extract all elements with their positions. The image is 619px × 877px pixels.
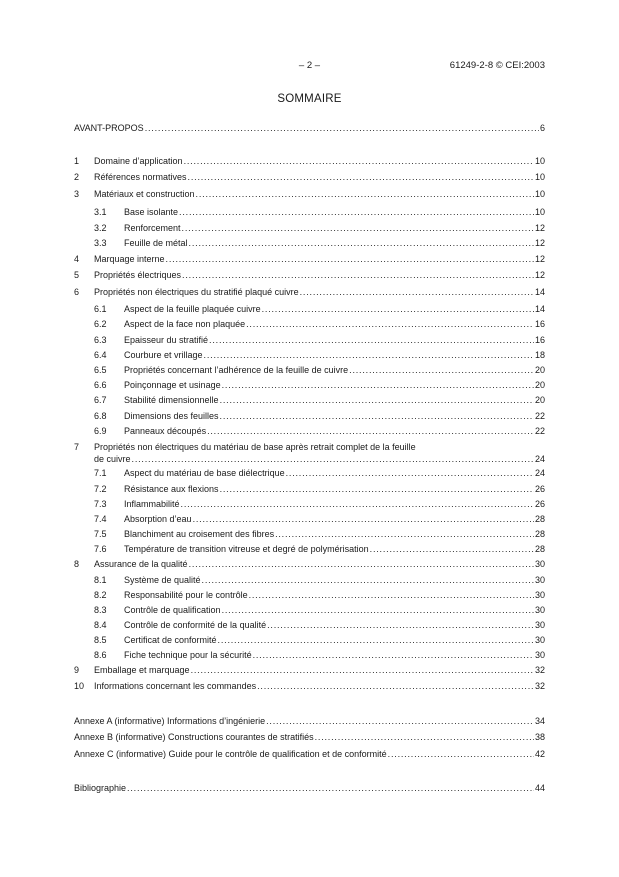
toc-entry-page: 14	[534, 304, 545, 314]
dot-leader	[349, 363, 534, 377]
toc-entry[interactable]	[124, 378, 545, 392]
dot-leader	[179, 205, 534, 219]
toc-entry-number: 7.1	[94, 468, 107, 478]
dot-leader	[315, 730, 534, 744]
toc-entry-label: Système de qualité	[124, 575, 201, 585]
toc-entry-label: Aspect de la face non plaquée	[124, 319, 246, 329]
toc-entry-number: 6	[74, 287, 80, 297]
toc-entry-number: 3.1	[94, 207, 107, 217]
toc-entry-page: 24	[534, 454, 545, 464]
toc-entry-number: 8.4	[94, 620, 107, 630]
dot-leader	[127, 781, 534, 795]
toc-entry-page: 16	[534, 335, 545, 345]
toc-entry-page: 12	[534, 254, 545, 264]
toc-entry-number: 7	[74, 442, 80, 452]
toc-entry-number: 7.2	[94, 484, 107, 494]
toc-entry-label: Blanchiment au croisement des fibres	[124, 529, 275, 539]
toc-entry-page: 12	[534, 238, 545, 248]
dot-leader	[207, 424, 534, 438]
page-number: – 2 –	[298, 60, 321, 71]
toc-entry[interactable]	[94, 268, 545, 282]
toc-entry[interactable]	[124, 482, 545, 496]
toc-entry-number: 6.4	[94, 350, 107, 360]
toc-entry-label: Renforcement	[124, 223, 181, 233]
toc-entry[interactable]	[124, 588, 545, 602]
toc-entry-page: 12	[534, 223, 545, 233]
dot-leader	[132, 452, 534, 466]
dot-leader	[182, 268, 534, 282]
toc-entry-number: 10	[74, 681, 85, 691]
toc-entry-label: de cuivre	[94, 454, 131, 464]
toc-entry-label: Contrôle de qualification	[124, 605, 221, 615]
toc-entry[interactable]	[124, 512, 545, 526]
toc-entry-number: 7.3	[94, 499, 107, 509]
toc-entry-page: 10	[534, 189, 545, 199]
toc-entry[interactable]	[124, 633, 545, 647]
toc-entry[interactable]	[124, 393, 545, 407]
dot-leader	[249, 588, 534, 602]
toc-entry-label: Propriétés non électriques du stratifié plaqué cuivre	[94, 287, 299, 297]
toc-entry-label: Température de transition vitreuse et degré de polymérisation	[124, 544, 369, 554]
toc-entry-page: 30	[534, 650, 545, 660]
dot-leader	[300, 285, 534, 299]
toc-entry-number: 4	[74, 254, 80, 264]
toc-entry[interactable]	[74, 781, 545, 795]
dot-leader	[267, 618, 534, 632]
dot-leader	[189, 236, 534, 250]
dot-leader	[262, 302, 534, 316]
toc-entry-label: Courbure et vrillage	[124, 350, 203, 360]
dot-leader	[191, 663, 534, 677]
toc-entry[interactable]	[124, 618, 545, 632]
dot-leader	[204, 348, 534, 362]
toc-entry-page: 20	[534, 395, 545, 405]
toc-entry-label: Aspect de la feuille plaquée cuivre	[124, 304, 261, 314]
toc-entry[interactable]	[124, 648, 545, 662]
dot-leader	[209, 333, 534, 347]
toc-entry[interactable]	[124, 317, 545, 331]
toc-entry-number: 6.5	[94, 365, 107, 375]
toc-entry-number: 2	[74, 172, 80, 182]
toc-entry-label: Panneaux découpés	[124, 426, 207, 436]
dot-leader	[189, 557, 534, 571]
toc-entry-number: 6.6	[94, 380, 107, 390]
toc-entry-number: 7.6	[94, 544, 107, 554]
toc-entry-page: 10	[534, 172, 545, 182]
toc-entry[interactable]	[94, 679, 545, 693]
toc-entry-number: 6.7	[94, 395, 107, 405]
dot-leader	[182, 221, 534, 235]
toc-entry[interactable]	[124, 409, 545, 423]
toc-entry-label: Responsabilité pour le contrôle	[124, 590, 248, 600]
toc-entry[interactable]	[124, 221, 545, 235]
dot-leader	[220, 393, 534, 407]
toc-entry-label: Absorption d’eau	[124, 514, 192, 524]
dot-leader	[188, 170, 534, 184]
toc-entry-number: 3.3	[94, 238, 107, 248]
toc-entry[interactable]	[94, 663, 545, 677]
dot-leader	[220, 409, 534, 423]
toc-entry-label: Propriétés non électriques du matériau de base après retrait complet de la feuille	[94, 442, 416, 452]
toc-entry-page: 32	[534, 681, 545, 691]
dot-leader	[286, 466, 534, 480]
dot-leader	[246, 317, 534, 331]
toc-entry-label: Annexe C (informative) Guide pour le contrôle de qualification et de conformité	[74, 749, 387, 759]
toc-entry[interactable]	[124, 302, 545, 316]
toc-entry-label: Annexe A (informative) Informations d’ingénierie	[74, 716, 266, 726]
toc-entry[interactable]	[94, 252, 545, 266]
toc-entry[interactable]	[124, 333, 545, 347]
toc-entry-number: 8.2	[94, 590, 107, 600]
dot-leader	[218, 633, 534, 647]
toc-entry[interactable]	[124, 497, 545, 511]
dot-leader	[202, 573, 534, 587]
toc-entry[interactable]	[124, 348, 545, 362]
toc-entry-number: 6.9	[94, 426, 107, 436]
toc-entry-page: 38	[534, 732, 545, 742]
toc-entry-label: Références normatives	[94, 172, 187, 182]
toc-entry-label: Poinçonnage et usinage	[124, 380, 221, 390]
toc-entry-page: 30	[534, 605, 545, 615]
toc-entry-page: 44	[534, 783, 545, 793]
toc-entry-page: 22	[534, 426, 545, 436]
toc-entry-page: 12	[534, 270, 545, 280]
toc-entry[interactable]	[124, 424, 545, 438]
toc-entry-label: Epaisseur du stratifié	[124, 335, 209, 345]
toc-entry[interactable]	[94, 557, 545, 571]
toc-entry-label: Bibliographie	[74, 783, 127, 793]
toc-entry-label: Propriétés concernant l’adhérence de la feuille de cuivre	[124, 365, 349, 375]
toc-entry-page: 16	[534, 319, 545, 329]
toc-entry-label: Propriétés électriques	[94, 270, 182, 280]
toc-entry-page: 30	[534, 559, 545, 569]
toc-entry-number: 6.1	[94, 304, 107, 314]
toc-entry-page: 30	[534, 635, 545, 645]
toc-entry-page: 42	[534, 749, 545, 759]
toc-entry-label: Résistance aux flexions	[124, 484, 219, 494]
toc-entry-number: 8.6	[94, 650, 107, 660]
toc-entry[interactable]	[124, 603, 545, 617]
toc-entry-label: Fiche technique pour la sécurité	[124, 650, 252, 660]
toc-entry[interactable]	[124, 527, 545, 541]
toc-entry-label: Base isolante	[124, 207, 179, 217]
dot-leader	[166, 252, 534, 266]
toc-entry[interactable]	[94, 452, 545, 466]
toc-entry[interactable]	[94, 285, 545, 299]
toc-entry[interactable]	[94, 170, 545, 184]
toc-entry[interactable]	[124, 542, 545, 556]
toc-entry-page: 10	[534, 207, 545, 217]
toc-entry-number: 1	[74, 156, 80, 166]
toc-entry-number: 3.2	[94, 223, 107, 233]
toc-entry-page: 22	[534, 411, 545, 421]
toc-entry-label: Emballage et marquage	[94, 665, 190, 675]
toc-entry-page: 28	[534, 514, 545, 524]
toc-entry-page: 20	[534, 380, 545, 390]
toc-entry[interactable]	[74, 730, 545, 744]
toc-entry-label: Dimensions des feuilles	[124, 411, 219, 421]
toc-entry-label: AVANT-PROPOS	[74, 123, 144, 133]
toc-entry[interactable]	[94, 154, 545, 168]
dot-leader	[196, 187, 534, 201]
dot-leader	[184, 154, 534, 168]
toc-entry[interactable]	[124, 205, 545, 219]
toc-entry-page: 20	[534, 365, 545, 375]
toc-entry[interactable]	[74, 121, 545, 135]
toc-entry-label: Marquage interne	[94, 254, 165, 264]
toc-entry-page: 28	[534, 544, 545, 554]
toc-entry-page: 28	[534, 529, 545, 539]
toc-entry-label: Contrôle de conformité de la qualité	[124, 620, 267, 630]
toc-entry-number: 7.4	[94, 514, 107, 524]
toc-entry-page: 10	[534, 156, 545, 166]
toc-entry[interactable]	[124, 466, 545, 480]
toc-entry-number: 8.5	[94, 635, 107, 645]
toc-entry-page: 26	[534, 499, 545, 509]
toc-entry[interactable]	[124, 236, 545, 250]
dot-leader	[275, 527, 534, 541]
toc-entry-number: 6.8	[94, 411, 107, 421]
dot-leader	[222, 603, 534, 617]
toc-entry-label: Matériaux et construction	[94, 189, 195, 199]
toc-entry-page: 32	[534, 665, 545, 675]
toc-entry-number: 7.5	[94, 529, 107, 539]
toc-entry-number: 8.3	[94, 605, 107, 615]
toc-entry-number: 9	[74, 665, 80, 675]
toc-entry-number: 6.3	[94, 335, 107, 345]
toc-entry-label: Aspect du matériau de base diélectrique	[124, 468, 285, 478]
toc-entry-number: 5	[74, 270, 80, 280]
toc-entry-page: 30	[534, 620, 545, 630]
toc-entry-number: 6.2	[94, 319, 107, 329]
toc-entry-label: Domaine d’application	[94, 156, 183, 166]
toc-entry-page: 14	[534, 287, 545, 297]
toc-entry[interactable]	[124, 363, 545, 377]
toc-entry-label: Annexe B (informative) Constructions courantes de stratifiés	[74, 732, 314, 742]
dot-leader	[370, 542, 534, 556]
toc-entry-number: 8.1	[94, 575, 107, 585]
toc-entry[interactable]	[124, 573, 545, 587]
dot-leader	[193, 512, 534, 526]
dot-leader	[222, 378, 534, 392]
toc-entry-page: 34	[534, 716, 545, 726]
toc-entry[interactable]	[74, 747, 545, 761]
toc-entry-label: Assurance de la qualité	[94, 559, 188, 569]
toc-entry-label: Stabilité dimensionnelle	[124, 395, 219, 405]
dot-leader	[257, 679, 534, 693]
dot-leader	[181, 497, 534, 511]
document-reference: 61249-2-8 © CEI:2003	[449, 60, 545, 71]
toc-entry-number: 8	[74, 559, 80, 569]
toc-entry[interactable]	[74, 714, 545, 728]
toc-entry-label: Certificat de conformité	[124, 635, 217, 645]
dot-leader	[266, 714, 534, 728]
dot-leader	[145, 121, 539, 135]
toc-entry-label: Feuille de métal	[124, 238, 188, 248]
toc-entry-label: Informations concernant les commandes	[94, 681, 257, 691]
dot-leader	[253, 648, 534, 662]
toc-entry-page: 30	[534, 590, 545, 600]
toc-entry-page: 18	[534, 350, 545, 360]
toc-entry-number: 3	[74, 189, 80, 199]
toc-entry-page: 26	[534, 484, 545, 494]
page-title: SOMMAIRE	[277, 93, 342, 105]
dot-leader	[220, 482, 534, 496]
toc-entry-page: 6	[539, 123, 545, 133]
toc-entry[interactable]	[94, 187, 545, 201]
toc-entry-page: 30	[534, 575, 545, 585]
dot-leader	[388, 747, 534, 761]
toc-entry-page: 24	[534, 468, 545, 478]
toc-entry-label: Inflammabilité	[124, 499, 180, 509]
